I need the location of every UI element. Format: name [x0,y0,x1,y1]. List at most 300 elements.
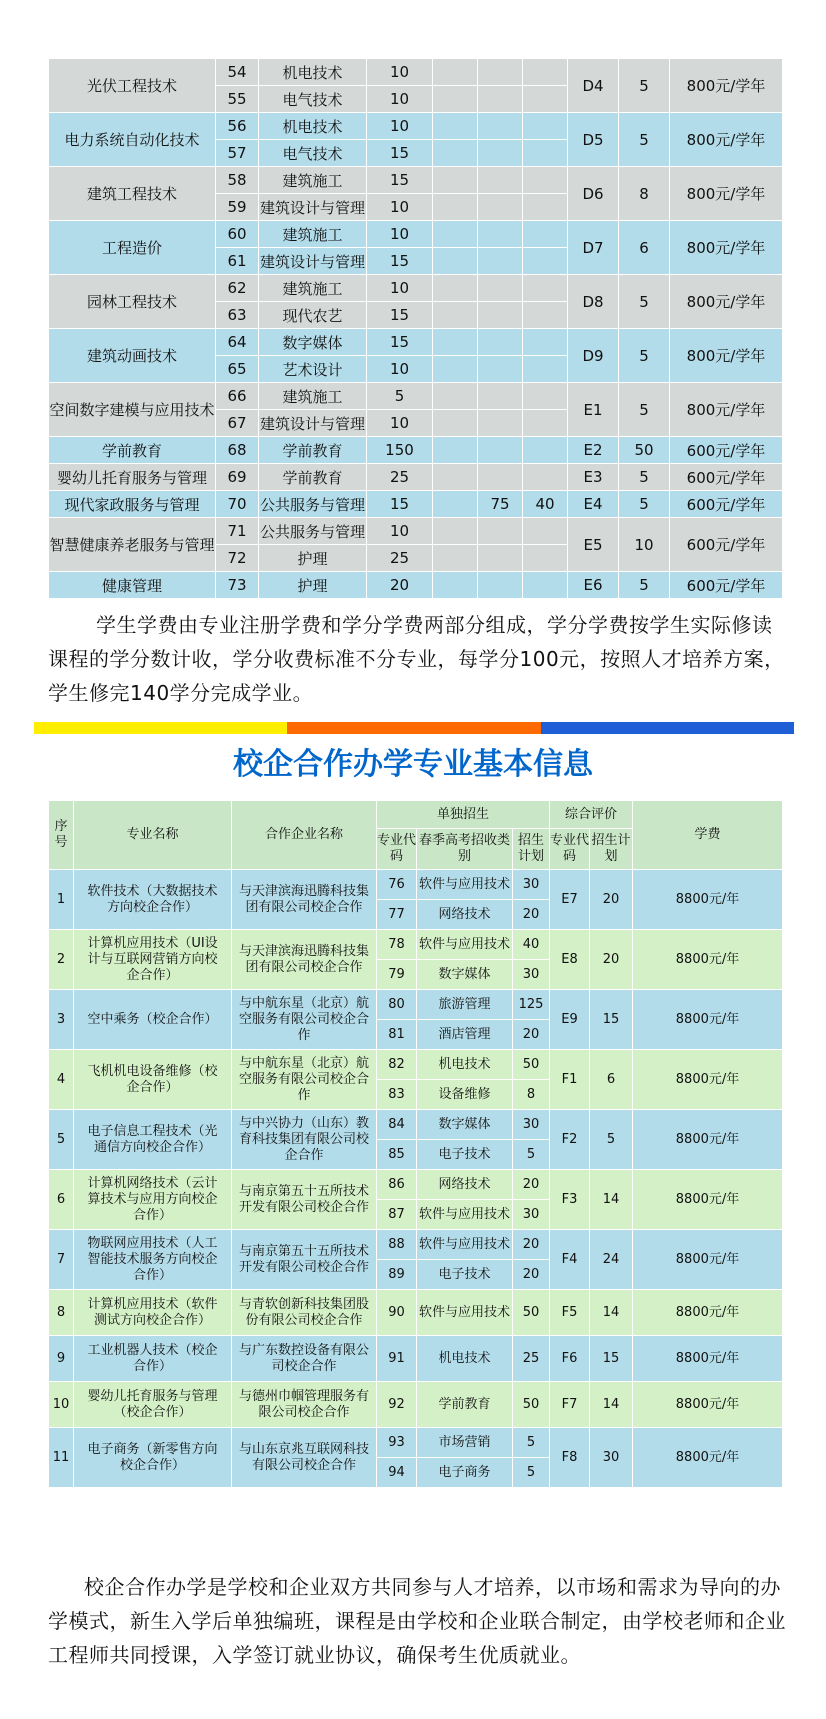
blank-cell [433,329,478,356]
tuition-fee: 800元/学年 [670,113,783,167]
table-row [49,990,783,1020]
blank-cell [433,248,478,275]
enroll-plan: 15 [367,140,433,167]
exam-category: 公共服务与管理 [259,491,367,518]
eval-plan: 5 [619,464,670,491]
enroll-plan: 10 [367,194,433,221]
row-seq: 2 [49,930,74,990]
major-code: 72 [216,545,259,572]
eval-plan: 24 [590,1230,633,1290]
blank-cell [433,113,478,140]
header-major: 专业名称 [74,801,232,870]
tuition-fee: 8800元/年 [633,1290,783,1336]
table-row [49,275,783,302]
eval-code: F3 [550,1170,590,1230]
enroll-plan: 15 [367,491,433,518]
exam-category: 建筑施工 [259,275,367,302]
major-code: 79 [377,960,417,990]
blank-cell [433,275,478,302]
eval-code: D6 [568,167,619,221]
table-header-row [49,801,783,829]
color-stripe-divider [34,722,794,734]
major-name: 婴幼儿托育服务与管理 [49,464,216,491]
blank-cell [478,572,523,599]
blank-cell [478,302,523,329]
major-code: 60 [216,221,259,248]
blank-cell [478,545,523,572]
enroll-plan: 10 [367,59,433,86]
enroll-plan: 25 [367,545,433,572]
major-name: 计算机应用技术（UI设计与互联网营销方向校企合作） [74,930,232,990]
tuition-note: 学生学费由专业注册学费和学分学费两部分组成，学分学费按学生实际修读课程的学分数计收，学分收费标准不分专业，每学分100元，按照人才培养方案，学生修完140学分完成学业。 [48,613,785,705]
major-name: 计算机网络技术（云计算技术与应用方向校企合作） [74,1170,232,1230]
exam-category: 网络技术 [417,900,513,930]
exam-category: 电气技术 [259,86,367,113]
eval-code: E4 [568,491,619,518]
merged-value-b: 40 [523,491,568,518]
eval-code: E3 [568,464,619,491]
blank-cell [433,140,478,167]
eval-code: F8 [550,1428,590,1488]
exam-category: 数字媒体 [417,1110,513,1140]
header-eval-code: 专业代码 [550,829,590,870]
exam-category: 学前教育 [259,437,367,464]
tuition-fee: 8800元/年 [633,1428,783,1488]
exam-category: 电子商务 [417,1458,513,1488]
blank-cell [523,437,568,464]
enroll-plan: 125 [513,990,550,1020]
eval-code: D7 [568,221,619,275]
blank-cell [523,59,568,86]
major-name: 软件技术（大数据技术方向校企合作） [74,870,232,930]
major-code: 86 [377,1170,417,1200]
table-row [49,1170,783,1200]
blank-cell [433,410,478,437]
enroll-plan: 20 [513,1260,550,1290]
blank-cell [433,194,478,221]
major-code: 69 [216,464,259,491]
tuition-fee: 8800元/年 [633,1110,783,1170]
eval-plan: 50 [619,437,670,464]
enroll-plan: 30 [513,1200,550,1230]
major-code: 58 [216,167,259,194]
table-row [49,1050,783,1080]
header-code: 专业代码 [377,829,417,870]
exam-category: 酒店管理 [417,1020,513,1050]
major-name: 电子商务（新零售方向校企合作） [74,1428,232,1488]
company-name: 与南京第五十五所技术开发有限公司校企合作 [232,1170,377,1230]
enroll-plan: 5 [513,1428,550,1458]
table-row [49,518,783,545]
eval-code: D9 [568,329,619,383]
tuition-fee: 8800元/年 [633,870,783,930]
eval-plan: 6 [619,221,670,275]
blank-cell [523,464,568,491]
eval-plan: 14 [590,1382,633,1428]
blank-cell [523,221,568,248]
table-row [49,930,783,960]
company-name: 与青软创新科技集团股份有限公司校企合作 [232,1290,377,1336]
blank-cell [478,356,523,383]
tuition-fee: 8800元/年 [633,1170,783,1230]
row-seq: 3 [49,990,74,1050]
header-plan: 招生计划 [513,829,550,870]
enroll-plan: 25 [513,1336,550,1382]
merged-value-a: 75 [478,491,523,518]
enroll-plan: 15 [367,329,433,356]
major-code: 57 [216,140,259,167]
table-row [49,1110,783,1140]
major-name: 空间数字建模与应用技术 [49,383,216,437]
major-name: 智慧健康养老服务与管理 [49,518,216,572]
exam-category: 软件与应用技术 [417,870,513,900]
exam-category: 机电技术 [259,113,367,140]
blank-cell [433,59,478,86]
tuition-fee: 800元/学年 [670,221,783,275]
major-name: 工程造价 [49,221,216,275]
blank-cell [478,410,523,437]
major-code: 89 [377,1260,417,1290]
enroll-plan: 50 [513,1290,550,1336]
exam-category: 机电技术 [417,1336,513,1382]
header-comprehensive-evaluation: 综合评价 [550,801,633,829]
eval-code: E2 [568,437,619,464]
enroll-plan: 50 [513,1382,550,1428]
enroll-plan: 15 [367,167,433,194]
blank-cell [523,302,568,329]
exam-category: 电子技术 [417,1260,513,1290]
major-code: 90 [377,1290,417,1336]
major-name: 空中乘务（校企合作） [74,990,232,1050]
major-code: 64 [216,329,259,356]
row-seq: 8 [49,1290,74,1336]
exam-category: 护理 [259,545,367,572]
header-single-enrollment: 单独招生 [377,801,550,829]
blank-cell [523,86,568,113]
enroll-plan: 5 [513,1140,550,1170]
enroll-plan: 5 [513,1458,550,1488]
blank-cell [523,275,568,302]
eval-code: D4 [568,59,619,113]
enroll-plan: 20 [513,1170,550,1200]
major-code: 82 [377,1050,417,1080]
exam-category: 市场营销 [417,1428,513,1458]
row-seq: 7 [49,1230,74,1290]
stripe-blue [541,722,794,734]
major-code: 67 [216,410,259,437]
blank-cell [523,545,568,572]
blank-cell [433,545,478,572]
exam-category: 学前教育 [417,1382,513,1428]
enroll-plan: 10 [367,86,433,113]
major-code: 76 [377,870,417,900]
enroll-plan: 50 [513,1050,550,1080]
blank-cell [523,167,568,194]
blank-cell [478,518,523,545]
tuition-fee: 8800元/年 [633,1382,783,1428]
exam-category: 建筑设计与管理 [259,194,367,221]
header-fee: 学费 [633,801,783,870]
major-name: 计算机应用技术（软件测试方向校企合作） [74,1290,232,1336]
enroll-plan: 10 [367,221,433,248]
enroll-plan: 10 [367,356,433,383]
blank-cell [523,194,568,221]
blank-cell [478,59,523,86]
blank-cell [523,356,568,383]
table-row [49,59,783,86]
blank-cell [523,329,568,356]
row-seq: 5 [49,1110,74,1170]
eval-plan: 5 [619,113,670,167]
table-row [49,383,783,410]
header-company: 合作企业名称 [232,801,377,870]
eval-plan: 14 [590,1170,633,1230]
row-seq: 6 [49,1170,74,1230]
company-name: 与德州巾帼管理服务有限公司校企合作 [232,1382,377,1428]
exam-category: 建筑施工 [259,167,367,194]
major-name: 光伏工程技术 [49,59,216,113]
exam-category: 现代农艺 [259,302,367,329]
exam-category: 建筑施工 [259,383,367,410]
major-name: 飞机机电设备维修（校企合作） [74,1050,232,1110]
stripe-orange [287,722,540,734]
row-seq: 1 [49,870,74,930]
eval-code: D5 [568,113,619,167]
major-code: 78 [377,930,417,960]
major-code: 63 [216,302,259,329]
exam-category: 机电技术 [417,1050,513,1080]
major-code: 88 [377,1230,417,1260]
eval-plan: 15 [590,990,633,1050]
blank-cell [478,437,523,464]
tuition-fee: 600元/学年 [670,518,783,572]
exam-category: 建筑施工 [259,221,367,248]
eval-code: F1 [550,1050,590,1110]
blank-cell [433,572,478,599]
tuition-fee: 600元/学年 [670,491,783,518]
major-name: 工业机器人技术（校企合作） [74,1336,232,1382]
tuition-fee: 600元/学年 [670,464,783,491]
eval-code: F5 [550,1290,590,1336]
company-name: 与中航东星（北京）航空服务有限公司校企合作 [232,1050,377,1110]
major-name: 现代家政服务与管理 [49,491,216,518]
company-name: 与天津滨海迅腾科技集团有限公司校企合作 [232,930,377,990]
blank-cell [478,329,523,356]
blank-cell [433,356,478,383]
eval-code: E5 [568,518,619,572]
blank-cell [478,464,523,491]
exam-category: 旅游管理 [417,990,513,1020]
major-code: 81 [377,1020,417,1050]
eval-code: E1 [568,383,619,437]
enroll-plan: 8 [513,1080,550,1110]
table-row [49,1230,783,1260]
blank-cell [433,491,478,518]
eval-code: D8 [568,275,619,329]
blank-cell [433,86,478,113]
exam-category: 护理 [259,572,367,599]
eval-plan: 5 [619,275,670,329]
exam-category: 软件与应用技术 [417,1290,513,1336]
exam-category: 数字媒体 [417,960,513,990]
stripe-yellow [34,722,287,734]
enroll-plan: 30 [513,960,550,990]
cooperation-majors-table [48,800,783,1488]
exam-category: 设备维修 [417,1080,513,1110]
enroll-plan: 20 [513,1020,550,1050]
exam-category: 软件与应用技术 [417,1230,513,1260]
tuition-fee: 600元/学年 [670,437,783,464]
table-row [49,572,783,599]
eval-code: F6 [550,1336,590,1382]
blank-cell [433,383,478,410]
major-code: 68 [216,437,259,464]
exam-category: 学前教育 [259,464,367,491]
tuition-fee: 8800元/年 [633,990,783,1050]
tuition-fee: 8800元/年 [633,1336,783,1382]
eval-plan: 20 [590,930,633,990]
company-name: 与山东京兆互联网科技有限公司校企合作 [232,1428,377,1488]
major-code: 66 [216,383,259,410]
eval-plan: 8 [619,167,670,221]
major-name: 建筑工程技术 [49,167,216,221]
blank-cell [478,275,523,302]
major-code: 62 [216,275,259,302]
blank-cell [523,383,568,410]
section-title: 校企合作办学专业基本信息 [233,747,593,782]
major-code: 94 [377,1458,417,1488]
blank-cell [523,248,568,275]
tuition-fee: 8800元/年 [633,1230,783,1290]
blank-cell [478,140,523,167]
tuition-fee: 800元/学年 [670,329,783,383]
table-row [49,437,783,464]
eval-plan: 5 [619,329,670,383]
enroll-plan: 25 [367,464,433,491]
eval-code: F7 [550,1382,590,1428]
major-name: 婴幼儿托育服务与管理（校企合作） [74,1382,232,1428]
enroll-plan: 10 [367,275,433,302]
table-row [49,221,783,248]
major-code: 84 [377,1110,417,1140]
enroll-plan: 30 [513,1110,550,1140]
company-name: 与中兴协力（山东）教育科技集团有限公司校企合作 [232,1110,377,1170]
blank-cell [478,194,523,221]
table-row [49,1290,783,1336]
tuition-fee: 800元/学年 [670,383,783,437]
tuition-fee: 800元/学年 [670,59,783,113]
blank-cell [433,221,478,248]
exam-category: 电气技术 [259,140,367,167]
enroll-plan: 150 [367,437,433,464]
blank-cell [478,221,523,248]
header-eval-plan: 招生计划 [590,829,633,870]
blank-cell [523,572,568,599]
major-code: 54 [216,59,259,86]
enroll-plan: 30 [513,870,550,900]
blank-cell [478,383,523,410]
cooperation-note: 校企合作办学是学校和企业双方共同参与人才培养，以市场和需求为导向的办学模式，新生入学后单独编班，课程是由学校和企业联合制定，由学校老师和企业工程师共同授课，入学签订就业协议，确保考生优质就业。 [48,1575,786,1667]
blank-cell [478,248,523,275]
eval-plan: 5 [619,491,670,518]
table-row [49,1382,783,1428]
eval-plan: 20 [590,870,633,930]
enroll-plan: 20 [513,900,550,930]
tuition-fee: 8800元/年 [633,930,783,990]
blank-cell [523,113,568,140]
row-seq: 4 [49,1050,74,1110]
row-seq: 10 [49,1382,74,1428]
table-row [49,1336,783,1382]
eval-plan: 6 [590,1050,633,1110]
exam-category: 艺术设计 [259,356,367,383]
admission-fee-table [48,58,783,599]
eval-code: E7 [550,870,590,930]
eval-plan: 5 [619,383,670,437]
major-code: 55 [216,86,259,113]
major-code: 77 [377,900,417,930]
enroll-plan: 15 [367,248,433,275]
eval-code: E9 [550,990,590,1050]
major-code: 56 [216,113,259,140]
major-code: 73 [216,572,259,599]
enroll-plan: 40 [513,930,550,960]
table-row [49,491,783,518]
tuition-fee: 8800元/年 [633,1050,783,1110]
major-code: 85 [377,1140,417,1170]
blank-cell [433,464,478,491]
eval-plan: 30 [590,1428,633,1488]
blank-cell [433,437,478,464]
exam-category: 软件与应用技术 [417,1200,513,1230]
table-row [49,1428,783,1458]
major-name: 健康管理 [49,572,216,599]
header-seq: 序号 [49,801,74,870]
major-name: 电力系统自动化技术 [49,113,216,167]
eval-plan: 10 [619,518,670,572]
row-seq: 11 [49,1428,74,1488]
blank-cell [523,140,568,167]
major-code: 92 [377,1382,417,1428]
exam-category: 公共服务与管理 [259,518,367,545]
eval-code: F2 [550,1110,590,1170]
blank-cell [478,86,523,113]
eval-plan: 5 [590,1110,633,1170]
enroll-plan: 5 [367,383,433,410]
major-name: 物联网应用技术（人工智能技术服务方向校企合作） [74,1230,232,1290]
major-name: 建筑动画技术 [49,329,216,383]
enroll-plan: 20 [513,1230,550,1260]
eval-code: E8 [550,930,590,990]
blank-cell [523,518,568,545]
eval-code: F4 [550,1230,590,1290]
table-row [49,870,783,900]
table-row [49,464,783,491]
blank-cell [523,410,568,437]
company-name: 与南京第五十五所技术开发有限公司校企合作 [232,1230,377,1290]
tuition-fee: 800元/学年 [670,275,783,329]
major-code: 71 [216,518,259,545]
exam-category: 机电技术 [259,59,367,86]
blank-cell [478,113,523,140]
eval-plan: 5 [619,59,670,113]
eval-plan: 15 [590,1336,633,1382]
major-code: 91 [377,1336,417,1382]
exam-category: 建筑设计与管理 [259,248,367,275]
eval-plan: 5 [619,572,670,599]
exam-category: 网络技术 [417,1170,513,1200]
major-code: 61 [216,248,259,275]
